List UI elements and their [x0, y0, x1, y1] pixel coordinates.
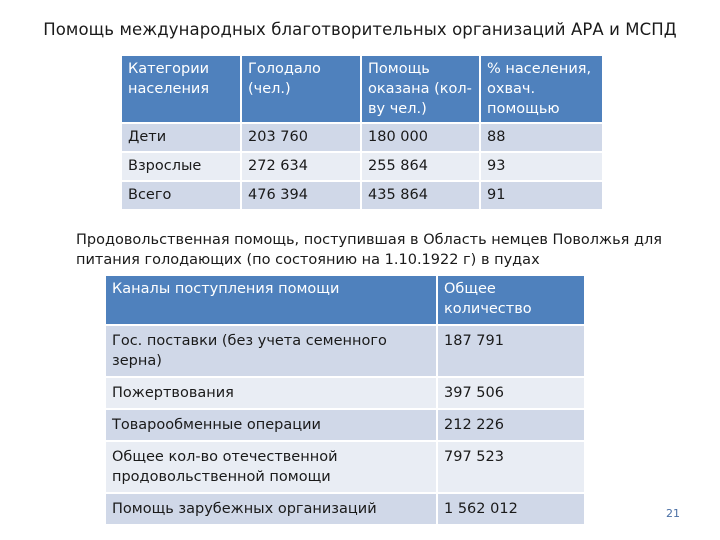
- header-cell: Категории населения: [122, 56, 240, 122]
- table-row: [122, 153, 602, 180]
- table-row: [106, 494, 584, 524]
- table-header-row: [106, 276, 584, 324]
- table-cell: 1 562 012: [438, 494, 584, 524]
- table-cell: 180 000: [362, 124, 479, 151]
- aid-coverage-table: [120, 54, 604, 211]
- table-cell: 797 523: [438, 442, 584, 492]
- table-cell: Всего: [122, 182, 240, 209]
- table-cell: 203 760: [242, 124, 360, 151]
- header-cell: % населения, охвач. помощью: [481, 56, 602, 122]
- table-row: [106, 442, 584, 492]
- table-cell: 88: [481, 124, 602, 151]
- table-cell: Пожертвования: [106, 378, 436, 408]
- table-row: [106, 378, 584, 408]
- table-caption: Продовольственная помощь, поступившая в Область немцев Поволжья для питания голодающих (по состоянию на 1.10.1922 г) в пудах: [76, 232, 662, 268]
- food-aid-table: [104, 274, 586, 526]
- table-cell: 212 226: [438, 410, 584, 440]
- table-cell: 476 394: [242, 182, 360, 209]
- table-row: [106, 326, 584, 376]
- header-cell: Помощь оказана (кол-ву чел.): [362, 56, 479, 122]
- table-cell: Помощь зарубежных организаций: [106, 494, 436, 524]
- table-cell: 397 506: [438, 378, 584, 408]
- table-cell: Гос. поставки (без учета семенного зерна): [106, 326, 436, 376]
- table-row: [106, 410, 584, 440]
- header-cell: Каналы поступления помощи: [106, 276, 436, 324]
- table-row: [122, 124, 602, 151]
- table-cell: 187 791: [438, 326, 584, 376]
- table-cell: Общее кол-во отечественной продовольственной помощи: [106, 442, 436, 492]
- table-cell: Дети: [122, 124, 240, 151]
- header-cell: Голодало (чел.): [242, 56, 360, 122]
- table-cell: 91: [481, 182, 602, 209]
- table-cell: 435 864: [362, 182, 479, 209]
- table-cell: 255 864: [362, 153, 479, 180]
- table-cell: 93: [481, 153, 602, 180]
- slide-title: Помощь международных благотворительных организаций АРА и МСПД: [43, 20, 677, 39]
- header-cell: Общее количество: [438, 276, 584, 324]
- table-cell: Взрослые: [122, 153, 240, 180]
- table-row: [122, 182, 602, 209]
- table-cell: 272 634: [242, 153, 360, 180]
- table-cell: Товарообменные операции: [106, 410, 436, 440]
- table-header-row: [122, 56, 602, 122]
- page-number: 21: [666, 507, 680, 520]
